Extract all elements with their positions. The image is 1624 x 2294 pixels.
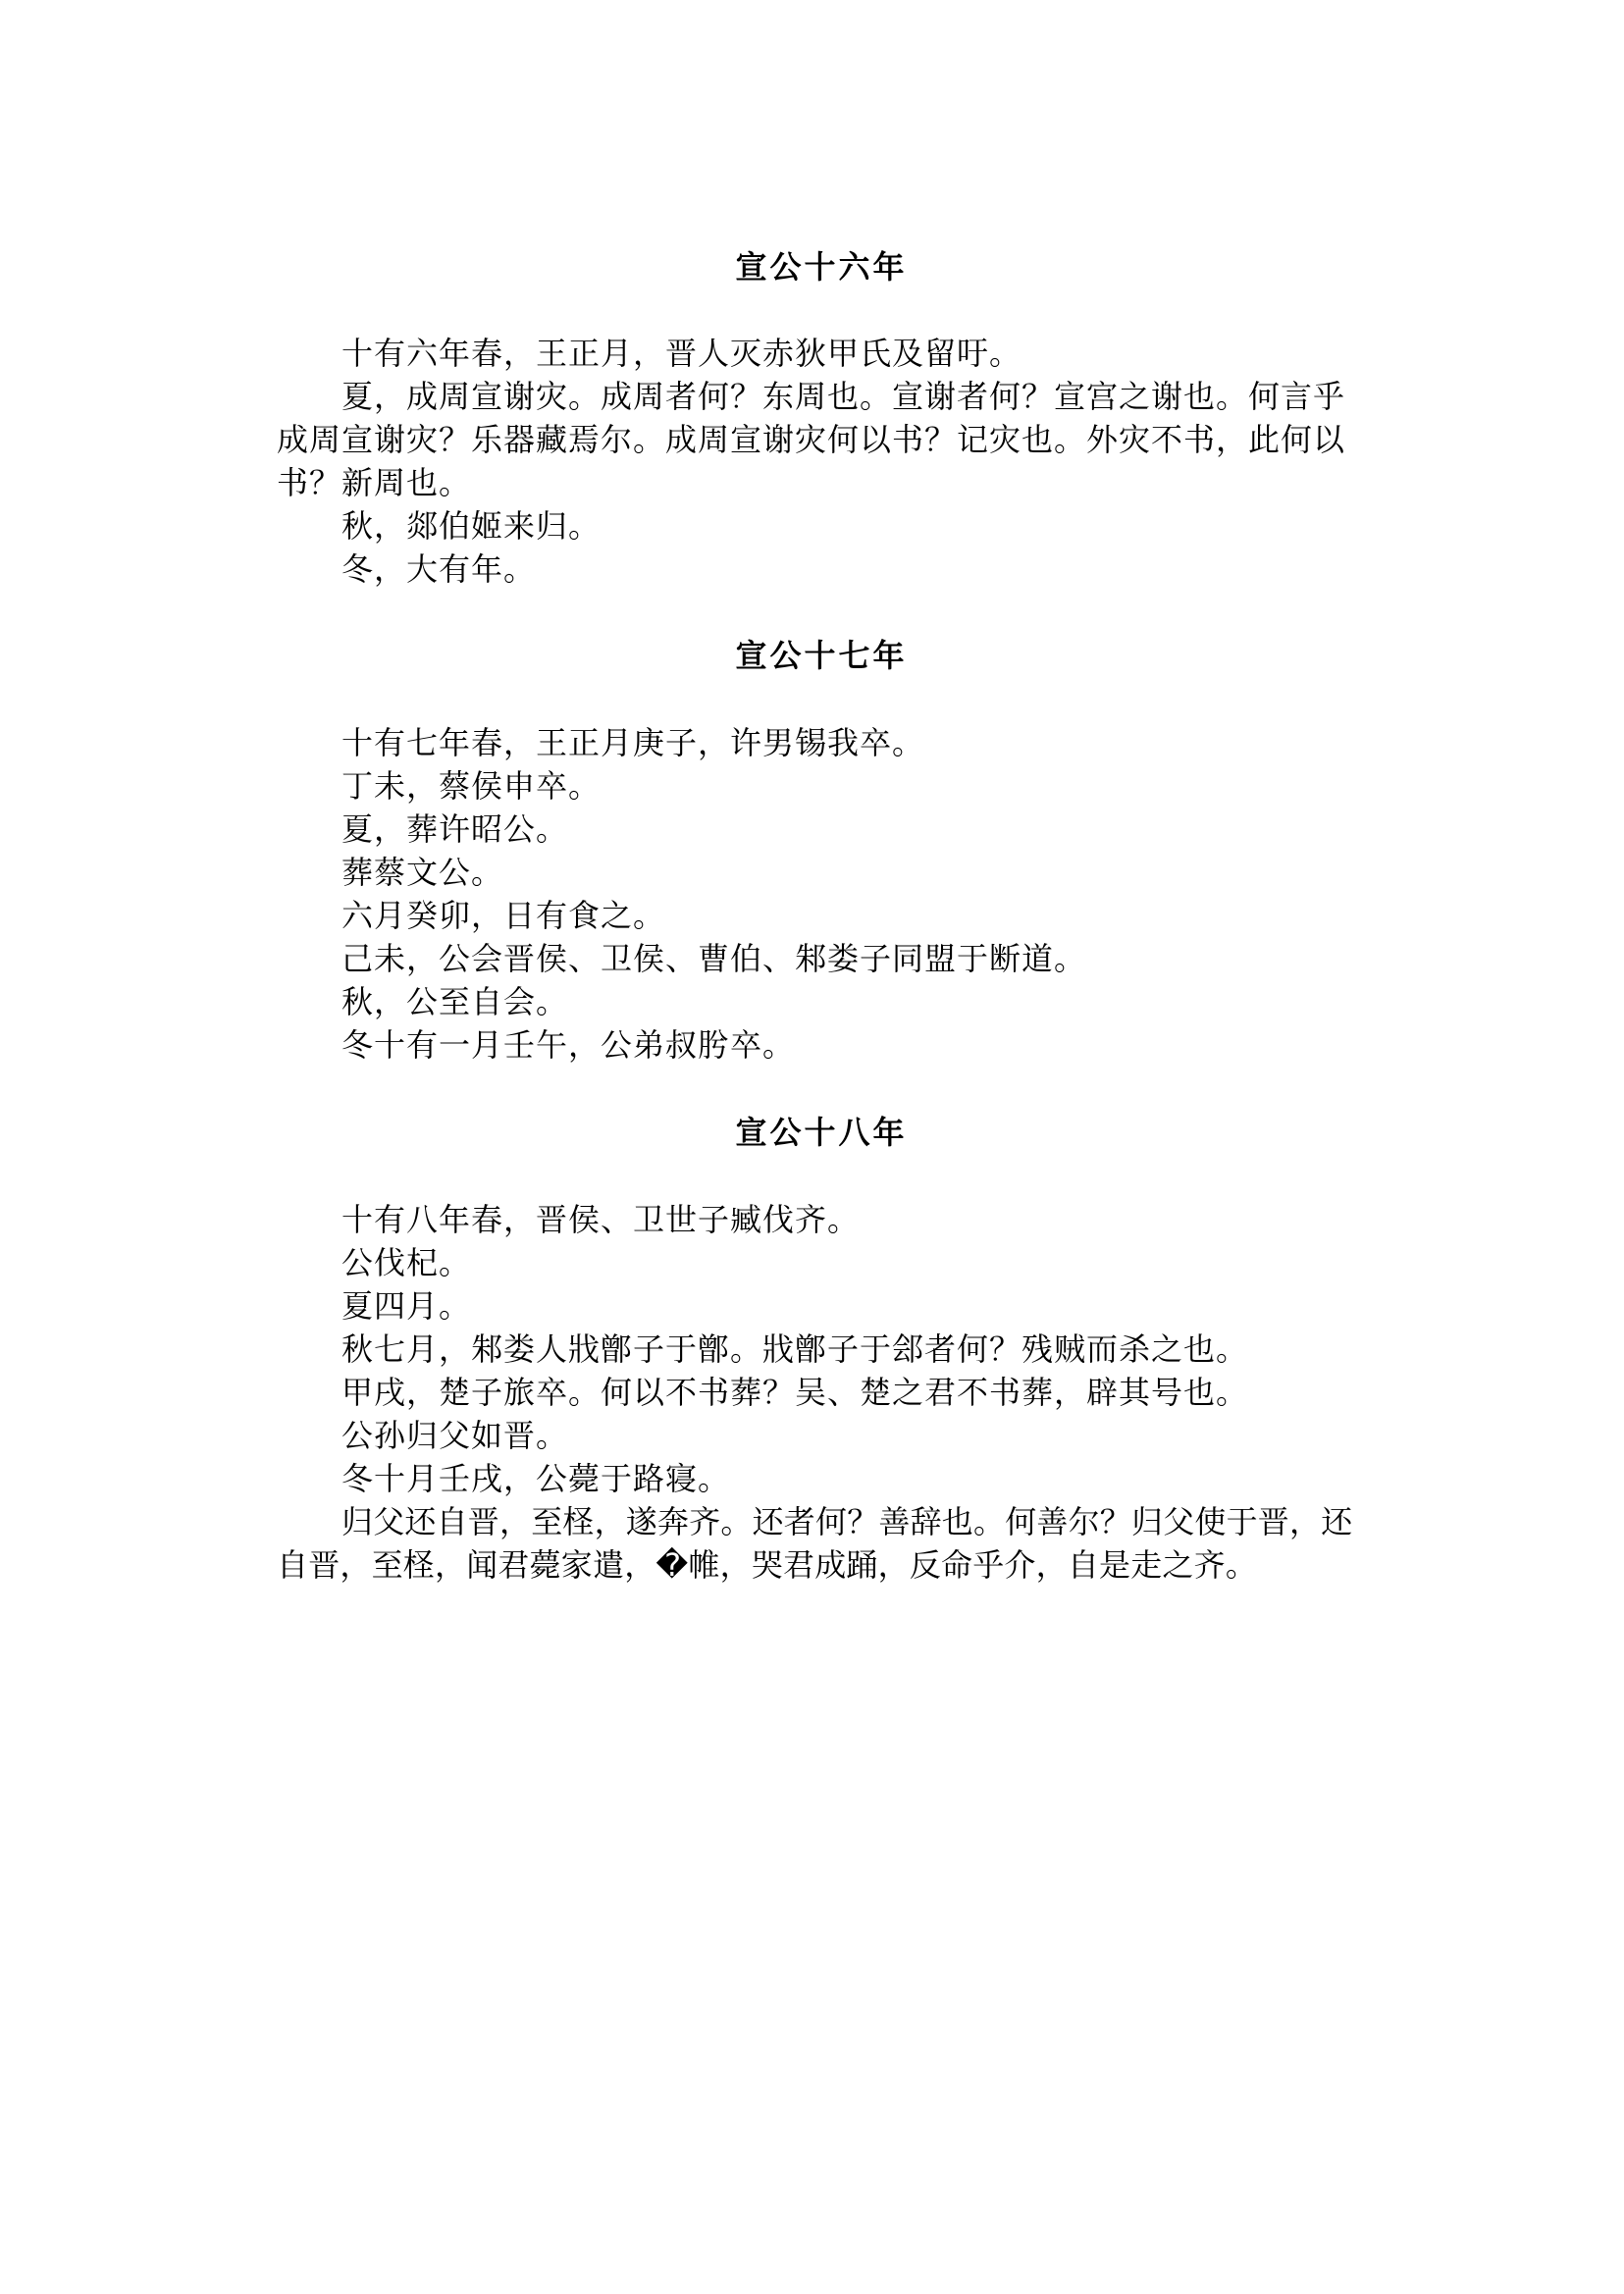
paragraph: 十有七年春，王正月庚子，许男锡我卒。 [341,724,925,761]
paragraph: 秋，公至自会。 [341,983,569,1020]
section-title-xuangong-18: 宣公十八年 [735,1114,908,1151]
paragraph: 夏，葬许昭公。 [341,810,569,848]
paragraph: 丁未，蔡侯申卒。 [341,767,602,805]
section-title-xuangong-16: 宣公十六年 [735,248,908,286]
paragraph: 冬，大有年。 [341,550,537,588]
paragraph: 己未，公会晋侯、卫侯、曹伯、邾娄子同盟于断道。 [341,940,1087,977]
paragraph: 十有八年春，晋侯、卫世子臧伐齐。 [341,1201,861,1238]
paragraph: 六月癸卯，日有食之。 [341,897,666,934]
section-title-xuangong-17: 宣公十七年 [735,637,908,674]
paragraph: 葬蔡文公。 [341,854,504,891]
paragraph: 公伐杞。 [341,1244,472,1281]
paragraph: 归父还自晋，至柽，遂奔齐。还者何？善辞也。何善尔？归父使于晋，还自晋，至柽，闻君薨家遣，�帷，哭君成踊，反命乎介，自是走之齐。 [277,1503,1353,1584]
paragraph: 秋，郯伯姬来归。 [341,507,602,545]
paragraph: 公孙归父如晋。 [341,1417,569,1454]
paragraph: 秋七月，邾娄人戕鄫子于鄫。戕鄫子于郐者何？残贼而杀之也。 [341,1330,1249,1368]
paragraph: 冬十有一月壬午，公弟叔肹卒。 [341,1026,796,1064]
paragraph: 冬十月壬戌，公薨于路寝。 [341,1460,731,1497]
paragraph: 夏，成周宣谢灾。成周者何？东周也。宣谢者何？宣宫之谢也。何言乎成周宣谢灾？乐器藏焉尔。成周宣谢灾何以书？记灾也。外灾不书，此何以书？新周也。 [277,378,1346,501]
paragraph: 十有六年春，王正月，晋人灭赤狄甲氏及留吁。 [341,335,1022,372]
paragraph: 甲戌，楚子旅卒。何以不书葬？吴、楚之君不书葬，辟其号也。 [341,1374,1249,1411]
paragraph: 夏四月。 [341,1287,472,1325]
